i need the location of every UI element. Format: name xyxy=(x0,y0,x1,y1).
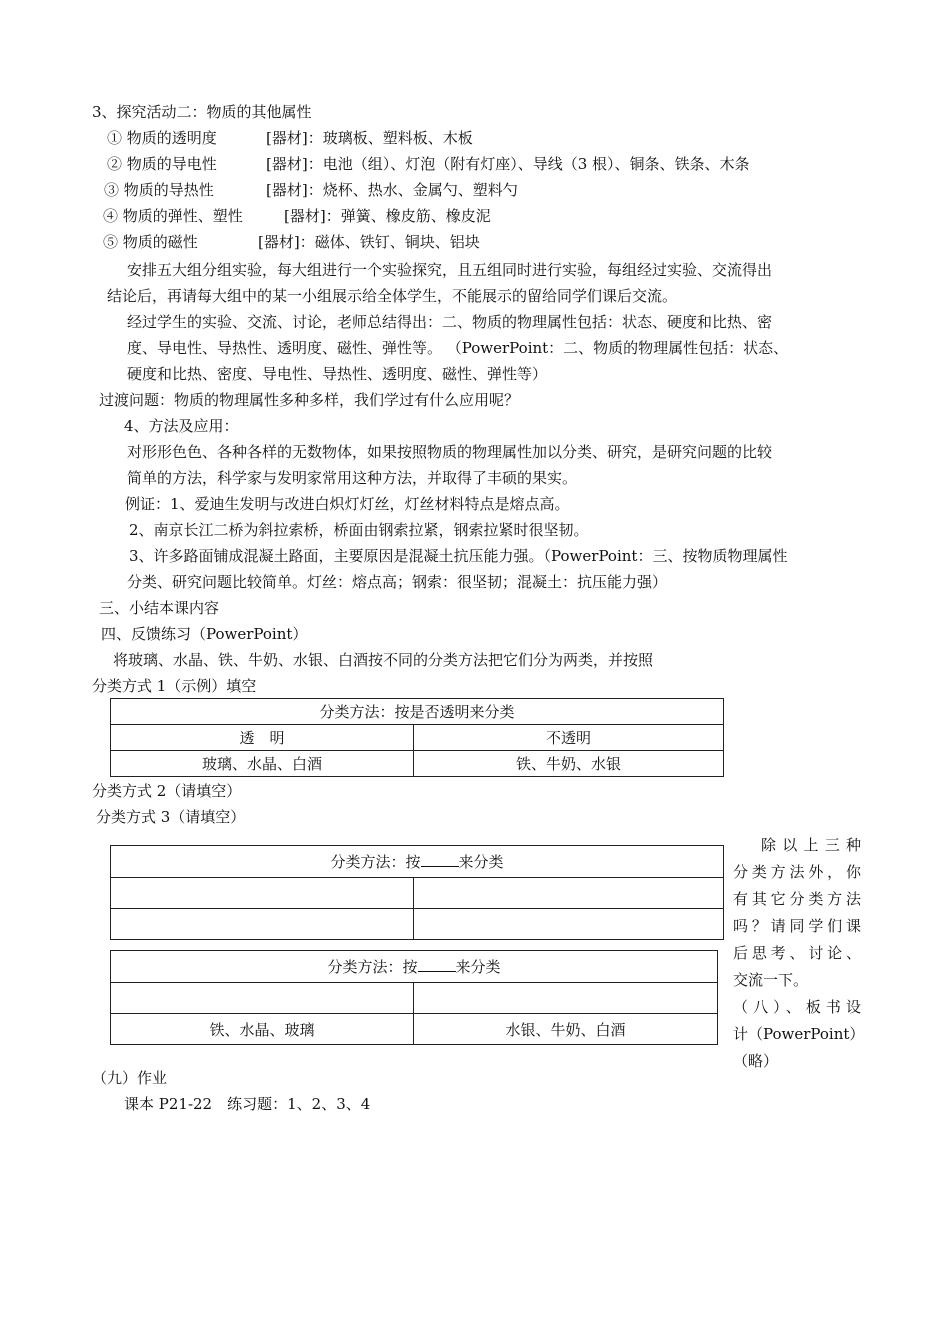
section3-para2-line2: 度、导电性、导热性、透明度、磁性、弹性等。 （PowerPoint：二、物质的物理属性包括：状态、 xyxy=(127,339,789,357)
sidebar-line: 吗？请同学们课 xyxy=(733,917,861,935)
item5-name: ⑤ 物质的磁性 xyxy=(103,233,198,251)
example-2: 2、南京长江二桥为斜拉索桥，桥面由钢索拉紧，钢索拉紧时很坚韧。 xyxy=(129,521,589,539)
transition-question: 过渡问题：物质的物理属性多种多样，我们学过有什么应用呢？ xyxy=(99,391,520,409)
sidebar-line: 分类方法外，你 xyxy=(733,863,861,881)
table-header-suffix: 来分类 xyxy=(458,853,504,871)
table-cell: 玻璃、水晶、白酒 xyxy=(111,751,414,777)
sidebar-note xyxy=(733,832,865,1075)
example-3-line1: 3、许多路面铺成混凝土路面，主要原因是混凝土抗压能力强。（PowerPoint：三、按物质物理属性 xyxy=(129,547,788,565)
table-cell: 铁、水晶、玻璃 xyxy=(111,1014,414,1045)
table-row xyxy=(111,878,724,909)
classification-table-fill-3 xyxy=(110,950,718,1045)
classification-way-3: 分类方式 3（请填空） xyxy=(96,808,246,826)
table-row xyxy=(111,725,724,751)
sidebar-line: 有其它分类方法 xyxy=(733,890,861,908)
sidebar-line: 交流一下。 xyxy=(733,971,809,989)
fill-blank[interactable] xyxy=(421,852,459,867)
table-row xyxy=(111,1014,718,1045)
item2-equipment: [器材]：电池（组）、灯泡（附有灯座）、导线（3 根）、铜条、铁条、木条 xyxy=(266,155,750,173)
section4-heading: 4、方法及应用： xyxy=(124,417,239,435)
feedback-intro-line2: 分类方式 1（示例）填空 xyxy=(92,677,257,695)
item4-name: ④ 物质的弹性、塑性 xyxy=(103,207,243,225)
table-cell-empty[interactable] xyxy=(111,909,414,940)
section4-para-line1: 对形形色色、各种各样的无数物体，如果按照物质的物理属性加以分类、研究，是研究问题的比较 xyxy=(127,443,773,461)
homework-content: 课本 P21-22 练习题：1、2、3、4 xyxy=(124,1095,371,1113)
table-cell-empty[interactable] xyxy=(111,983,414,1014)
feedback-heading: 四、反馈练习（PowerPoint） xyxy=(101,625,308,643)
homework-heading: （九）作业 xyxy=(92,1069,168,1087)
section3-para2-line1: 经过学生的实验、交流、讨论，老师总结得出：二、物质的物理属性包括：状态、硬度和比热、密 xyxy=(127,313,773,331)
section3-heading: 3、探究活动二：物质的其他属性 xyxy=(92,103,312,121)
table-header-prefix: 分类方法：按 xyxy=(327,958,418,976)
fill-blank[interactable] xyxy=(418,957,456,972)
table-cell-empty[interactable] xyxy=(414,909,724,940)
section4-para-line2: 简单的方法，科学家与发明家常用这种方法，并取得了丰硕的果实。 xyxy=(127,469,578,487)
feedback-intro-line1: 将玻璃、水晶、铁、牛奶、水银、白酒按不同的分类方法把它们分为两类，并按照 xyxy=(113,651,654,669)
table-row xyxy=(111,699,724,725)
table-row xyxy=(111,909,724,940)
table-cell: 铁、牛奶、水银 xyxy=(414,751,724,777)
table-header-prefix: 分类方法：按 xyxy=(330,853,421,871)
section3-para1-line1: 安排五大组分组实验，每大组进行一个实验探究，且五组同时进行实验，每组经过实验、交流得出 xyxy=(127,261,773,279)
table-row xyxy=(111,846,724,878)
item5-equipment: [器材]：磁体、铁钉、铜块、铝块 xyxy=(258,233,480,251)
board-design-line1: （八）、板书设 xyxy=(733,998,861,1016)
section3-para1-line2: 结论后，再请每大组中的某一小组展示给全体学生，不能展示的留给同学们课后交流。 xyxy=(107,287,678,305)
table-row xyxy=(111,983,718,1014)
item4-equipment: [器材]：弹簧、橡皮筋、橡皮泥 xyxy=(284,207,491,225)
table-cell-empty[interactable] xyxy=(414,878,724,909)
board-design-line3: （略） xyxy=(733,1052,779,1070)
item3-equipment: [器材]：烧杯、热水、金属勺、塑料勺 xyxy=(266,181,518,199)
table-header: 分类方法：按是否透明来分类 xyxy=(111,699,724,725)
classification-table-example xyxy=(110,698,724,777)
item1-equipment: [器材]：玻璃板、塑料板、木板 xyxy=(266,129,473,147)
classification-way-2: 分类方式 2（请填空） xyxy=(92,782,242,800)
sidebar-line: 除以上三种 xyxy=(761,836,861,854)
sidebar-line: 后思考、讨论、 xyxy=(733,944,861,962)
item2-name: ② 物质的导电性 xyxy=(107,155,217,173)
table-row xyxy=(111,751,724,777)
classification-table-fill-2 xyxy=(110,845,724,940)
table-header xyxy=(111,846,724,878)
example-3-line2: 分类、研究问题比较简单。灯丝：熔点高；钢索：很坚韧；混凝土：抗压能力强） xyxy=(127,573,668,591)
table-cell: 水银、牛奶、白酒 xyxy=(414,1014,718,1045)
table-cell-empty[interactable] xyxy=(414,983,718,1014)
table-row xyxy=(111,951,718,983)
summary-heading: 三、小结本课内容 xyxy=(99,599,220,617)
table-cell-empty[interactable] xyxy=(111,878,414,909)
board-design-line2: 计（PowerPoint） xyxy=(733,1025,865,1043)
example-1: 例证：1、爱迪生发明与改进白炽灯灯丝，灯丝材料特点是熔点高。 xyxy=(125,495,570,513)
table-col-transparent: 透 明 xyxy=(111,725,414,751)
table-col-opaque: 不透明 xyxy=(414,725,724,751)
section3-para2-line3: 硬度和比热、密度、导电性、导热性、透明度、磁性、弹性等） xyxy=(127,365,548,383)
table-header xyxy=(111,951,718,983)
table-header-suffix: 来分类 xyxy=(455,958,501,976)
item1-name: ① 物质的透明度 xyxy=(107,129,217,147)
item3-name: ③ 物质的导热性 xyxy=(104,181,214,199)
